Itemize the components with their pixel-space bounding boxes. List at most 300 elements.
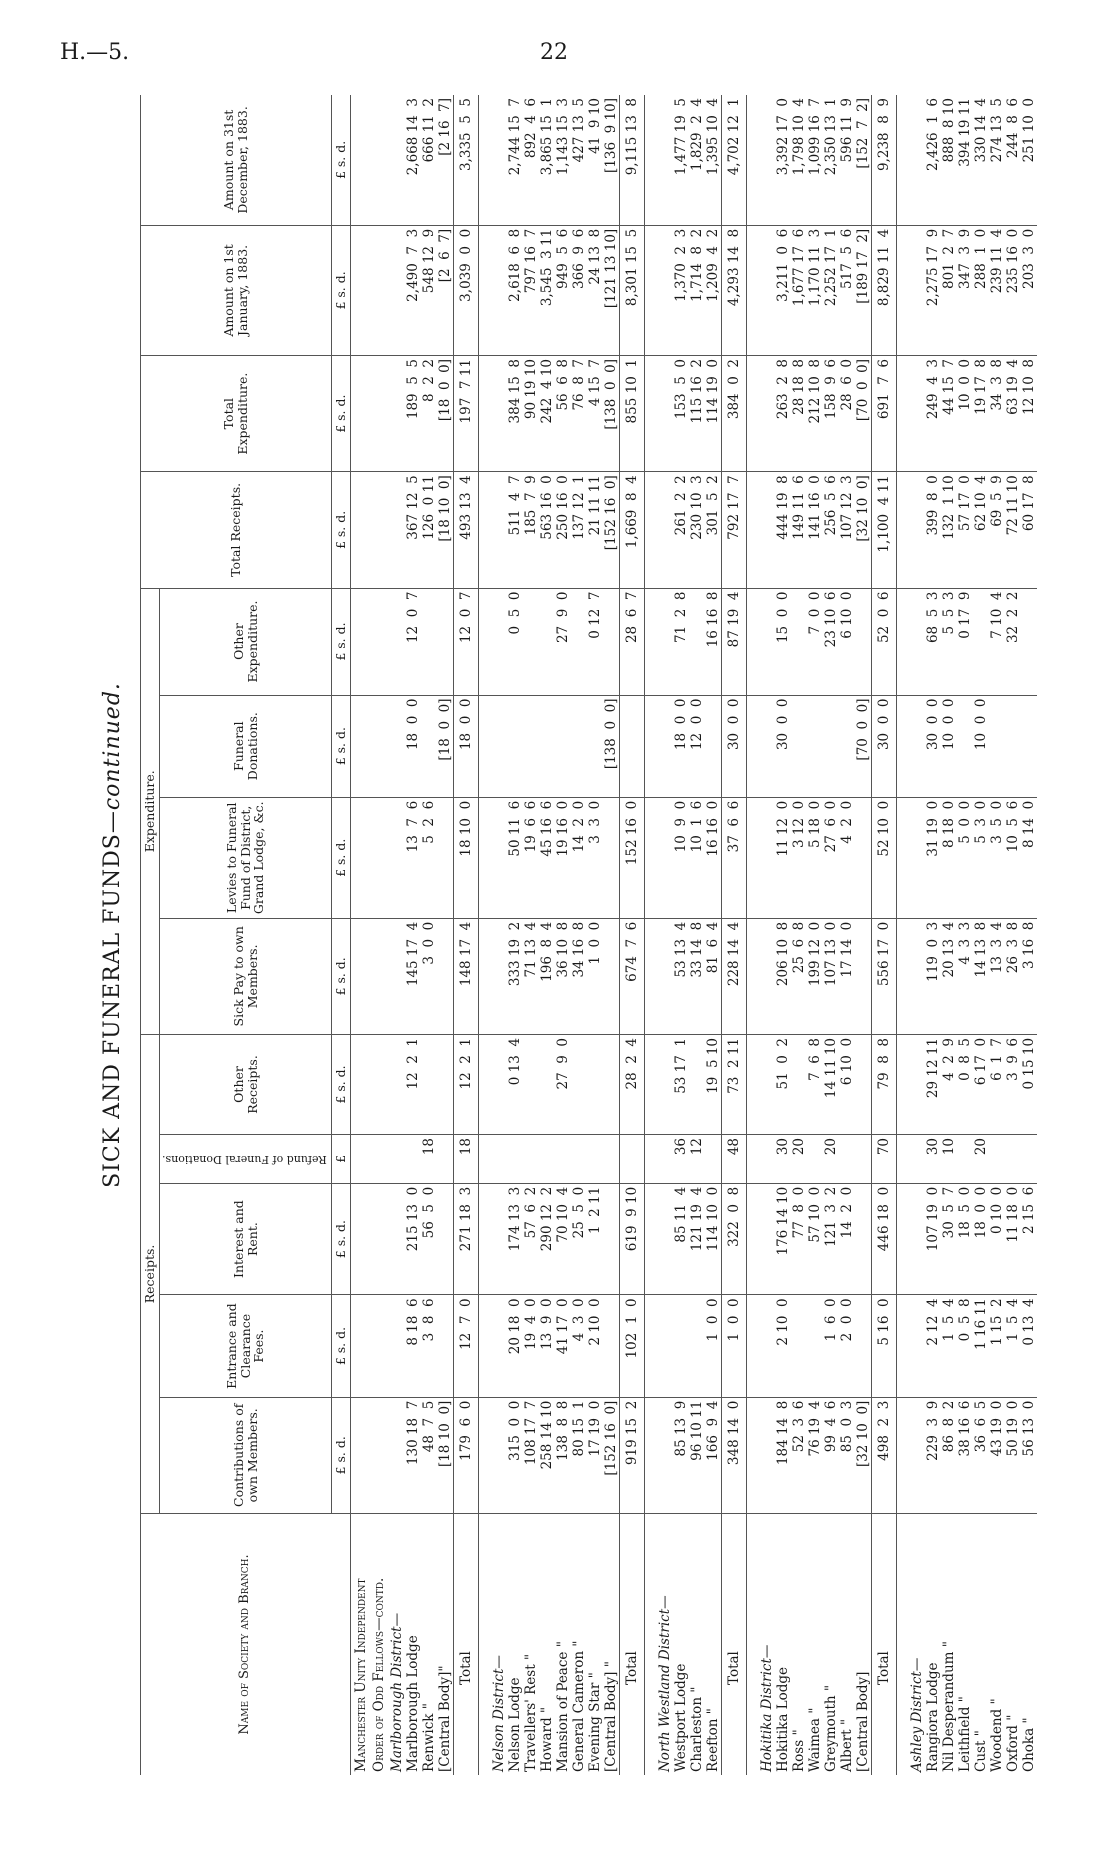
table-cell: 801 2 7 bbox=[941, 225, 957, 355]
row-label: Order of Odd Fellows—contd. bbox=[371, 1577, 388, 1772]
table-cell: 11 12 0 bbox=[775, 797, 791, 918]
table-cell: 43 19 0 bbox=[989, 1397, 1005, 1513]
row-label: Ohoka " bbox=[1021, 1717, 1038, 1772]
table-cell: 9,238 8 9 bbox=[872, 95, 897, 225]
table-cell: 85 13 9 bbox=[673, 1397, 689, 1513]
group-header-receipts: Receipts. bbox=[141, 1034, 160, 1513]
table-cell bbox=[655, 1183, 673, 1295]
table-cell: 2 15 6 bbox=[1021, 1183, 1037, 1295]
row-label: Total bbox=[722, 1513, 747, 1775]
table-cell: 10 0 0 bbox=[941, 695, 957, 797]
table-cell: 26 3 8 bbox=[1005, 918, 1021, 1034]
table-cell: 28 2 4 bbox=[620, 1034, 645, 1134]
table-cell bbox=[489, 1134, 507, 1183]
table-cell bbox=[523, 695, 539, 797]
table-cell bbox=[1021, 695, 1037, 797]
table-cell: [136 9 10] bbox=[603, 95, 620, 225]
col-header-amount-dec: Amount on 31st December, 1883. bbox=[141, 95, 332, 225]
row-label: [Central Body]" bbox=[437, 1665, 454, 1772]
table-cell: 68 5 3 bbox=[925, 588, 941, 695]
col-header-interest: Interest and Rent. bbox=[159, 1183, 332, 1295]
table-cell: [189 17 2] bbox=[855, 225, 872, 355]
table-cell bbox=[791, 1295, 807, 1397]
table-cell: 5 3 0 bbox=[973, 797, 989, 918]
table-cell bbox=[807, 1134, 823, 1183]
row-label: Mansion of Peace " bbox=[555, 1641, 572, 1772]
table-cell bbox=[387, 1034, 405, 1134]
table-cell: 674 7 6 bbox=[620, 918, 645, 1034]
table-cell bbox=[757, 588, 775, 695]
table-cell bbox=[523, 1034, 539, 1134]
table-cell: 3 12 0 bbox=[791, 797, 807, 918]
table-cell: [152 16 0] bbox=[603, 472, 620, 588]
table-cell bbox=[437, 1183, 454, 1295]
table-cell: 2,252 17 1 bbox=[823, 225, 839, 355]
table-cell: 1,395 10 4 bbox=[705, 95, 722, 225]
table-cell bbox=[907, 1034, 925, 1134]
table-cell: 3 5 0 bbox=[989, 797, 1005, 918]
table-cell bbox=[989, 695, 1005, 797]
table-cell bbox=[489, 1034, 507, 1134]
table-row bbox=[941, 95, 957, 1775]
table-cell bbox=[791, 588, 807, 695]
table-cell bbox=[437, 1134, 454, 1183]
table-cell bbox=[369, 588, 387, 695]
table-cell: 258 14 10 bbox=[539, 1397, 555, 1513]
table-cell: 1,100 4 11 bbox=[872, 472, 897, 588]
table-cell bbox=[603, 1295, 620, 1397]
col-header-total-receipts: Total Receipts. bbox=[141, 472, 332, 588]
table-cell bbox=[757, 1034, 775, 1134]
table-cell: 57 6 2 bbox=[523, 1183, 539, 1295]
table-cell: 70 10 4 bbox=[555, 1183, 571, 1295]
table-cell: 20 bbox=[973, 1134, 989, 1183]
row-label: Ashley District— bbox=[909, 1657, 926, 1772]
table-cell: 23 10 6 bbox=[823, 588, 839, 695]
table-cell: 1,714 8 2 bbox=[689, 225, 705, 355]
table-cell: 1 5 4 bbox=[1005, 1295, 1021, 1397]
table-cell: 384 0 2 bbox=[722, 356, 747, 472]
table-cell: 10 bbox=[941, 1134, 957, 1183]
spacer-row bbox=[479, 95, 490, 1775]
table-cell bbox=[437, 1034, 454, 1134]
row-label: Charleston " bbox=[689, 1686, 706, 1772]
table-cell: 3,211 0 6 bbox=[775, 225, 791, 355]
table-cell: 19 16 0 bbox=[555, 797, 571, 918]
table-cell: 57 10 0 bbox=[807, 1183, 823, 1295]
sick-funeral-funds-table bbox=[140, 95, 1037, 1775]
table-row bbox=[571, 95, 587, 1775]
table-cell: 1 16 11 bbox=[973, 1295, 989, 1397]
table-cell: 90 19 10 bbox=[523, 356, 539, 472]
table-cell bbox=[351, 1034, 370, 1134]
table-cell: 2 10 0 bbox=[775, 1295, 791, 1397]
table-cell: 517 5 6 bbox=[839, 225, 855, 355]
table-body bbox=[351, 95, 1038, 1775]
table-cell bbox=[757, 1397, 775, 1513]
table-cell bbox=[369, 695, 387, 797]
table-cell bbox=[855, 588, 872, 695]
table-cell: 5 18 0 bbox=[807, 797, 823, 918]
table-cell: 62 10 4 bbox=[973, 472, 989, 588]
table-cell: 20 13 4 bbox=[941, 918, 957, 1034]
table-cell bbox=[351, 472, 370, 588]
table-cell: 24 13 8 bbox=[587, 225, 603, 355]
table-cell bbox=[351, 1295, 370, 1397]
table-cell bbox=[437, 1295, 454, 1397]
table-cell: 185 7 9 bbox=[523, 472, 539, 588]
table-cell bbox=[369, 918, 387, 1034]
table-cell bbox=[351, 695, 370, 797]
table-cell bbox=[907, 356, 925, 472]
col-header-name: Name of Society and Branch. bbox=[141, 1513, 351, 1775]
table-cell: 8,301 15 5 bbox=[620, 225, 645, 355]
table-cell: 17 14 0 bbox=[839, 918, 855, 1034]
table-cell bbox=[907, 225, 925, 355]
table-cell bbox=[855, 797, 872, 918]
table-cell bbox=[1021, 588, 1037, 695]
table-row bbox=[839, 95, 855, 1775]
table-cell: 1 2 11 bbox=[587, 1183, 603, 1295]
table-cell: 31 19 0 bbox=[925, 797, 941, 918]
table-cell: 892 4 6 bbox=[523, 95, 539, 225]
table-cell bbox=[387, 588, 405, 695]
table-cell bbox=[907, 1134, 925, 1183]
table-row bbox=[807, 95, 823, 1775]
table-cell: 206 10 8 bbox=[775, 918, 791, 1034]
unit-label: £ s. d. bbox=[332, 1183, 351, 1295]
table-cell bbox=[421, 1034, 437, 1134]
table-cell: 242 4 10 bbox=[539, 356, 555, 472]
table-cell bbox=[757, 95, 775, 225]
table-cell: 4,293 14 8 bbox=[722, 225, 747, 355]
table-cell: 4 3 0 bbox=[571, 1295, 587, 1397]
table-cell bbox=[791, 695, 807, 797]
table-cell bbox=[489, 588, 507, 695]
col-header-other-receipts: Other Receipts. bbox=[159, 1034, 332, 1134]
table-cell bbox=[655, 1034, 673, 1134]
table-cell bbox=[757, 1295, 775, 1397]
table-cell: [70 0 0] bbox=[855, 356, 872, 472]
table-cell bbox=[369, 472, 387, 588]
table-cell: 797 16 7 bbox=[523, 225, 539, 355]
table-cell: 1,370 2 3 bbox=[673, 225, 689, 355]
table-cell bbox=[369, 95, 387, 225]
table-cell bbox=[437, 588, 454, 695]
table-cell bbox=[369, 797, 387, 918]
table-cell: 141 16 0 bbox=[807, 472, 823, 588]
table-cell bbox=[907, 918, 925, 1034]
table-cell bbox=[907, 1397, 925, 1513]
table-cell: 13 3 4 bbox=[989, 918, 1005, 1034]
table-cell: 87 19 4 bbox=[722, 588, 747, 695]
table-cell: 1,477 19 5 bbox=[673, 95, 689, 225]
table-row bbox=[1005, 95, 1021, 1775]
table-cell: 239 11 4 bbox=[989, 225, 1005, 355]
table-cell: 18 0 0 bbox=[673, 695, 689, 797]
table-cell: 7 10 4 bbox=[989, 588, 1005, 695]
table-cell bbox=[655, 356, 673, 472]
table-row bbox=[775, 95, 791, 1775]
table-cell: 7 6 8 bbox=[807, 1034, 823, 1134]
col-header-refund: Refund of Funeral Donations. bbox=[159, 1134, 332, 1183]
table-cell bbox=[689, 588, 705, 695]
table-cell: [18 10 0] bbox=[437, 1397, 454, 1513]
table-cell: 290 12 2 bbox=[539, 1183, 555, 1295]
table-cell: 1 5 4 bbox=[941, 1295, 957, 1397]
row-label: Nelson District— bbox=[491, 1655, 508, 1772]
table-cell: [121 13 10] bbox=[603, 225, 620, 355]
table-cell: 86 8 2 bbox=[941, 1397, 957, 1513]
table-cell bbox=[907, 1183, 925, 1295]
table-cell: 0 13 4 bbox=[507, 1034, 523, 1134]
table-cell: [70 0 0] bbox=[855, 695, 872, 797]
table-cell: 1,099 16 7 bbox=[807, 95, 823, 225]
table-cell bbox=[855, 1134, 872, 1183]
table-cell: 251 10 0 bbox=[1021, 95, 1037, 225]
table-cell bbox=[603, 918, 620, 1034]
table-cell: 10 0 0 bbox=[957, 356, 973, 472]
table-cell: 137 12 1 bbox=[571, 472, 587, 588]
table-row bbox=[791, 95, 807, 1775]
table-cell: 41 9 10 bbox=[587, 95, 603, 225]
table-cell: 56 5 0 bbox=[421, 1183, 437, 1295]
table-cell: 28 18 8 bbox=[791, 356, 807, 472]
table-cell bbox=[507, 1134, 523, 1183]
table-cell: 20 bbox=[791, 1134, 807, 1183]
table-cell: 14 2 0 bbox=[839, 1183, 855, 1295]
table-cell: 19 17 8 bbox=[973, 356, 989, 472]
table-cell bbox=[655, 918, 673, 1034]
row-label: [Central Body] bbox=[855, 1671, 872, 1772]
spacer-row bbox=[897, 95, 908, 1775]
table-cell: 107 19 0 bbox=[925, 1183, 941, 1295]
table-cell bbox=[855, 1034, 872, 1134]
unit-label: £ s. d. bbox=[332, 225, 351, 355]
row-label: Manchester Unity Independent bbox=[353, 1578, 370, 1772]
table-cell: 8 18 6 bbox=[405, 1295, 421, 1397]
table-cell bbox=[387, 1183, 405, 1295]
row-label: Nelson Lodge bbox=[507, 1677, 524, 1772]
table-cell bbox=[539, 588, 555, 695]
table-cell: 1 6 0 bbox=[823, 1295, 839, 1397]
table-cell: 107 12 3 bbox=[839, 472, 855, 588]
table-cell bbox=[489, 918, 507, 1034]
table-cell: 1,829 2 4 bbox=[689, 95, 705, 225]
table-cell: 7 0 0 bbox=[807, 588, 823, 695]
table-cell: 235 16 0 bbox=[1005, 225, 1021, 355]
table-cell bbox=[369, 225, 387, 355]
unit-label: £ s. d. bbox=[332, 588, 351, 695]
table-cell: 0 13 4 bbox=[1021, 1295, 1037, 1397]
table-cell bbox=[489, 472, 507, 588]
table-cell: 36 6 5 bbox=[973, 1397, 989, 1513]
table-cell: 10 5 6 bbox=[1005, 797, 1021, 918]
table-cell bbox=[603, 797, 620, 918]
table-cell bbox=[387, 472, 405, 588]
table-cell: 79 8 8 bbox=[872, 1034, 897, 1134]
table-cell bbox=[757, 695, 775, 797]
table-cell bbox=[369, 1295, 387, 1397]
table-cell bbox=[689, 1034, 705, 1134]
unit-label: £ s. d. bbox=[332, 1397, 351, 1513]
table-cell: 71 13 4 bbox=[523, 918, 539, 1034]
page-header-left: H.—5. bbox=[60, 40, 130, 65]
table-cell: 250 16 0 bbox=[555, 472, 571, 588]
total-row bbox=[722, 95, 747, 1775]
table-cell bbox=[489, 695, 507, 797]
table-cell: 0 17 9 bbox=[957, 588, 973, 695]
table-cell bbox=[387, 918, 405, 1034]
table-cell bbox=[907, 1295, 925, 1397]
table-cell: 36 bbox=[673, 1134, 689, 1183]
table-cell: 256 5 6 bbox=[823, 472, 839, 588]
table-cell: 12 2 1 bbox=[454, 1034, 479, 1134]
table-cell: 132 1 10 bbox=[941, 472, 957, 588]
table-cell: 81 6 4 bbox=[705, 918, 722, 1034]
table-cell bbox=[655, 225, 673, 355]
table-cell bbox=[369, 1134, 387, 1183]
table-cell: 28 6 0 bbox=[839, 356, 855, 472]
col-header-amount-jan: Amount on 1st January, 1883. bbox=[141, 225, 332, 355]
unit-label: £ s. d. bbox=[332, 1295, 351, 1397]
table-cell bbox=[387, 1295, 405, 1397]
table-cell: 14 2 0 bbox=[571, 797, 587, 918]
table-cell: 102 1 0 bbox=[620, 1295, 645, 1397]
table-cell: 0 5 8 bbox=[957, 1295, 973, 1397]
table-cell bbox=[369, 1034, 387, 1134]
table-cell: 153 5 0 bbox=[673, 356, 689, 472]
table-cell: 14 11 10 bbox=[823, 1034, 839, 1134]
total-row bbox=[872, 95, 897, 1775]
table-cell bbox=[351, 356, 370, 472]
table-cell: 288 1 0 bbox=[973, 225, 989, 355]
table-cell: 107 13 0 bbox=[823, 918, 839, 1034]
table-row bbox=[523, 95, 539, 1775]
table-cell: 322 0 8 bbox=[722, 1183, 747, 1295]
table-cell bbox=[807, 695, 823, 797]
table-cell: 48 7 5 bbox=[421, 1397, 437, 1513]
table-cell bbox=[523, 588, 539, 695]
col-header-entrance: Entrance and Clearance Fees. bbox=[159, 1295, 332, 1397]
table-cell: 145 17 4 bbox=[405, 918, 421, 1034]
table-cell bbox=[489, 356, 507, 472]
row-label: Woodend " bbox=[989, 1698, 1006, 1772]
table-cell: 0 5 0 bbox=[507, 588, 523, 695]
table-cell: 2,426 1 6 bbox=[925, 95, 941, 225]
table-cell: 48 bbox=[722, 1134, 747, 1183]
table-cell bbox=[587, 695, 603, 797]
table-cell: 394 19 11 bbox=[957, 95, 973, 225]
table-cell: 18 0 0 bbox=[973, 1183, 989, 1295]
col-header-other-expenditure: Other Expenditure. bbox=[159, 588, 332, 695]
table-cell: 19 6 6 bbox=[523, 797, 539, 918]
table-cell bbox=[539, 695, 555, 797]
table-cell bbox=[387, 1397, 405, 1513]
table-cell: [32 10 0] bbox=[855, 1397, 872, 1513]
table-title: SICK AND FUNERAL FUNDS—continued. bbox=[100, 682, 125, 1188]
table-cell: 249 4 3 bbox=[925, 356, 941, 472]
table-cell: 63 19 4 bbox=[1005, 356, 1021, 472]
row-label: Nil Desperandum " bbox=[941, 1641, 958, 1772]
row-label: Westport Lodge bbox=[673, 1663, 690, 1772]
table-cell: 5 5 3 bbox=[941, 588, 957, 695]
table-cell: 197 7 11 bbox=[454, 356, 479, 472]
section-row bbox=[369, 95, 387, 1775]
table-cell bbox=[387, 1134, 405, 1183]
table-cell: 27 9 0 bbox=[555, 588, 571, 695]
row-label: Total bbox=[872, 1513, 897, 1775]
table-cell: 16 16 0 bbox=[705, 797, 722, 918]
table-cell: 5 16 0 bbox=[872, 1295, 897, 1397]
table-cell: 18 bbox=[454, 1134, 479, 1183]
table-cell bbox=[673, 1295, 689, 1397]
table-cell: 121 3 2 bbox=[823, 1183, 839, 1295]
table-cell: 228 14 4 bbox=[722, 918, 747, 1034]
table-cell bbox=[957, 1134, 973, 1183]
row-label: General Cameron " bbox=[571, 1640, 588, 1772]
table-cell: 1,669 8 4 bbox=[620, 472, 645, 588]
table-cell: 27 9 0 bbox=[555, 1034, 571, 1134]
table-cell bbox=[620, 695, 645, 797]
table-cell: 30 0 0 bbox=[775, 695, 791, 797]
table-cell: 2,618 6 8 bbox=[507, 225, 523, 355]
table-cell bbox=[655, 1397, 673, 1513]
table-row bbox=[705, 95, 722, 1775]
table-cell bbox=[571, 1134, 587, 1183]
table-cell: 76 8 7 bbox=[571, 356, 587, 472]
section-row bbox=[489, 95, 507, 1775]
table-cell: 2,490 7 3 bbox=[405, 225, 421, 355]
table-cell: 19 5 10 bbox=[705, 1034, 722, 1134]
table-cell: 2,744 15 7 bbox=[507, 95, 523, 225]
table-cell: 166 9 4 bbox=[705, 1397, 722, 1513]
table-cell: 138 8 8 bbox=[555, 1397, 571, 1513]
table-cell bbox=[757, 1183, 775, 1295]
table-cell: 563 16 0 bbox=[539, 472, 555, 588]
table-cell bbox=[1005, 695, 1021, 797]
table-cell bbox=[351, 1134, 370, 1183]
table-cell bbox=[705, 695, 722, 797]
row-label: Albert " bbox=[839, 1718, 856, 1772]
table-cell: 347 3 9 bbox=[957, 225, 973, 355]
table-cell bbox=[907, 797, 925, 918]
table-cell: 199 12 0 bbox=[807, 918, 823, 1034]
table-cell: 3 3 0 bbox=[587, 797, 603, 918]
table-cell: 20 18 0 bbox=[507, 1295, 523, 1397]
table-row bbox=[957, 95, 973, 1775]
table-cell bbox=[655, 797, 673, 918]
table-cell: 1,143 15 3 bbox=[555, 95, 571, 225]
row-label: Total bbox=[454, 1513, 479, 1775]
table-cell: 44 15 7 bbox=[941, 356, 957, 472]
row-label: Travellers' Rest " bbox=[523, 1653, 540, 1772]
table-cell bbox=[705, 1134, 722, 1183]
table-cell: 73 2 11 bbox=[722, 1034, 747, 1134]
table-cell: 18 0 0 bbox=[405, 695, 421, 797]
table-cell bbox=[489, 95, 507, 225]
table-cell: 28 6 7 bbox=[620, 588, 645, 695]
table-cell: 21 11 11 bbox=[587, 472, 603, 588]
table-cell: 8,829 11 4 bbox=[872, 225, 897, 355]
table-cell: 15 0 0 bbox=[775, 588, 791, 695]
table-cell: 10 9 0 bbox=[673, 797, 689, 918]
table-cell bbox=[387, 356, 405, 472]
table-cell bbox=[791, 1034, 807, 1134]
row-label: North Westland District— bbox=[657, 1595, 674, 1772]
table-cell bbox=[855, 918, 872, 1034]
table-cell bbox=[571, 695, 587, 797]
